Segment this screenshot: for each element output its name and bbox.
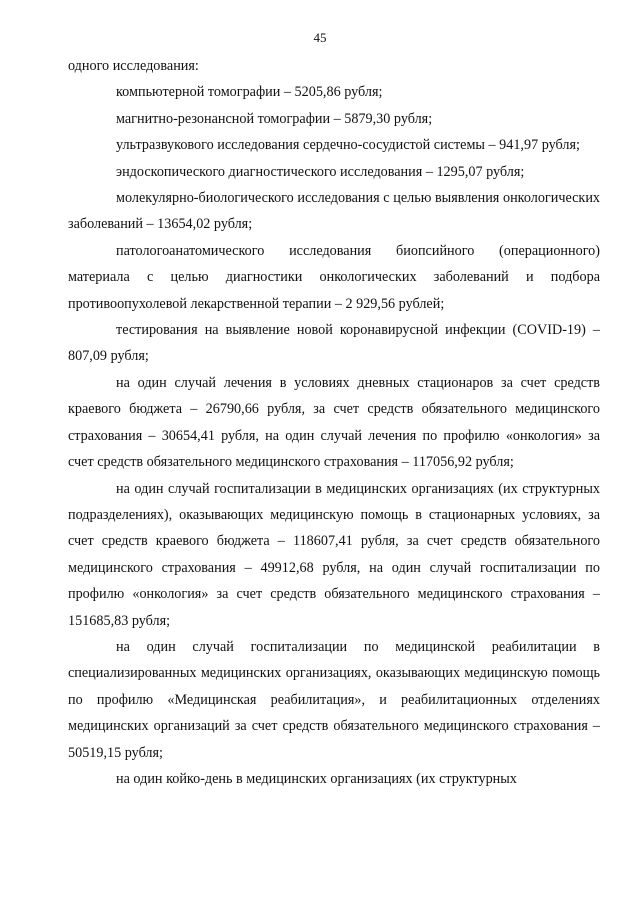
paragraph-covid-test: тестирования на выявление новой коронавирусной инфекции (COVID-19) – 807,09 рубля; [68, 322, 600, 365]
paragraph-bed-day: на один койко-день в медицинских организациях (их структурных [116, 770, 517, 787]
paragraph-pathology: патологоанатомического исследования биопсийного (операционного) материала с целью диагностики онкологических заболеваний и подбора противоопухолевой лекарственной терапии – 2 929,56 рублей; [68, 242, 600, 312]
paragraph-ct: компьютерной томографии – 5205,86 рубля; [116, 84, 383, 101]
page-number: 45 [313, 30, 327, 45]
document-body [68, 53, 600, 792]
paragraph-endoscopy: эндоскопического диагностического исследования – 1295,07 рубля; [116, 163, 525, 180]
paragraph-intro: одного исследования: [68, 58, 199, 74]
paragraph-molecular: молекулярно-биологического исследования с целью выявления онкологических заболеваний – 13654,02 рубля; [68, 190, 600, 233]
paragraph-rehabilitation: на один случай госпитализации по медицинской реабилитации в специализированных медицинских организациях, оказывающих медицинскую помощь по профилю «Медицинская реабилитация», и реабилитационных отделениях медицинских организаций за счет средств обязательного медицинского страхования – 50519,15 рубля; [68, 638, 600, 761]
paragraph-hospitalization: на один случай госпитализации в медицинских организациях (их структурных подразделениях), оказывающих медицинскую помощь в стационарных условиях, за счет средств краевого бюджета – 118607,41 рубля, за счет средств обязательного медицинского страхования – 49912,68 рубля, на один случай госпитализации по профилю «онкология» за счет средств обязательного медицинского страхования – 151685,83 рубля; [68, 480, 600, 629]
paragraph-day-hospital: на один случай лечения в условиях дневных стационаров за счет средств краевого бюджета – 26790,66 рубля, за счет средств обязательного медицинского страхования – 30654,41 рубля, на один случай лечения по профилю «онкология» за счет средств обязательного медицинского страхования – 117056,92 рубля; [68, 374, 600, 471]
paragraph-mri: магнитно-резонансной томографии – 5879,30 рубля; [116, 110, 433, 127]
paragraph-ultrasound: ультразвукового исследования сердечно-сосудистой системы – 941,97 рубля; [116, 137, 580, 154]
